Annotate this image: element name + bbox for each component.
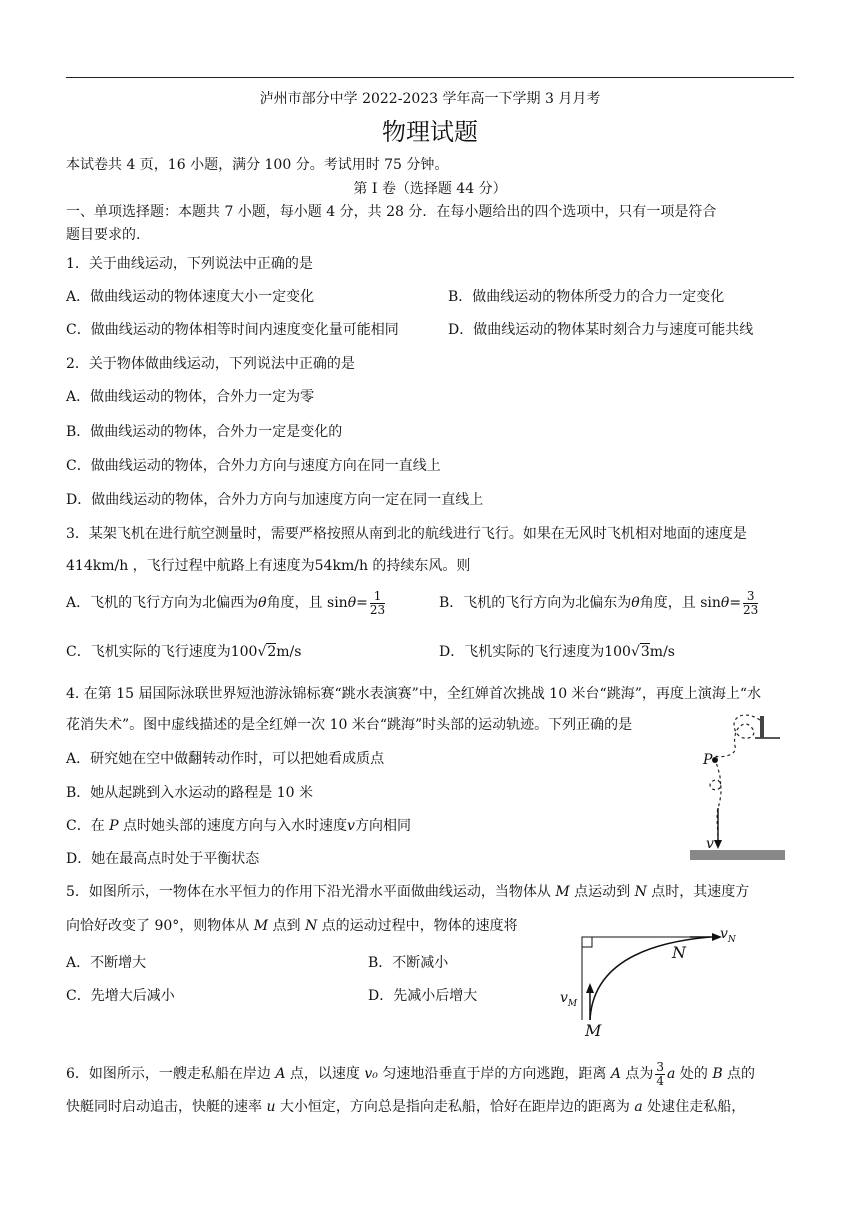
q5-text: 点运动到	[569, 884, 635, 900]
speed-u: u	[266, 1099, 276, 1115]
q3-option-c-text: C．飞机实际的飞行速度为100	[66, 644, 258, 660]
curved-motion-figure	[567, 925, 745, 1030]
fraction	[655, 1061, 665, 1087]
point-p: P	[109, 818, 119, 834]
theta-symbol: θ	[347, 595, 357, 612]
part-heading: 第 I 卷（选择题 44 分）	[353, 181, 507, 197]
q4-stem-line2: 花消失术”。图中虚线描述的是全红婵一次 10 米台“跳海”时头部的运动轨迹。下列正确的是	[66, 717, 633, 733]
equals-sign: =	[356, 595, 368, 612]
figure-label-v: v	[706, 836, 714, 852]
fraction-denominator: 4	[656, 1073, 665, 1088]
section-instruction-line2: 题目要求的.	[66, 227, 141, 243]
sqrt-radicand: 2	[267, 644, 277, 660]
fraction-numerator: 3	[743, 590, 758, 604]
q4-option-c	[66, 818, 411, 835]
q6-stem-line2	[66, 1099, 745, 1116]
q5-text: 点到	[268, 918, 305, 934]
point-n: N	[304, 918, 318, 934]
q4-option-d: D．她在最高点时处于平衡状态	[66, 851, 260, 867]
q6-stem-line1	[66, 1061, 755, 1087]
q5-option-b: B．不断减小	[368, 955, 449, 971]
q3-option-a-text: A．飞机的飞行方向为北偏西为	[66, 595, 259, 612]
q6-text: 点的	[722, 1066, 756, 1083]
q5-text: 向恰好改变了 90°，则物体从	[66, 918, 254, 934]
q4-option-c-text: C．在	[66, 818, 110, 834]
distance-a: a	[667, 1066, 676, 1083]
q6-text: 点，以速度	[285, 1066, 365, 1083]
q5-option-a: A．不断增大	[66, 955, 147, 971]
q3-option-a-text2: 角度，且	[266, 595, 323, 612]
q5-text: 点时，其速度方	[646, 884, 750, 900]
q4-option-c-text3: 方向相同	[354, 818, 411, 834]
q5-text: 点的运动过程中，物体的速度将	[317, 918, 518, 934]
q1-stem: 1．关于曲线运动，下列说法中正确的是	[66, 256, 313, 272]
q3-option-d: D．飞机实际的飞行速度为100√3m/s	[439, 644, 675, 660]
fraction	[743, 590, 758, 616]
sqrt-radicand: 3	[640, 644, 650, 660]
point-b: B	[712, 1066, 723, 1083]
sin-label: sin	[700, 595, 721, 612]
point-a: A	[275, 1066, 286, 1083]
q5-text: 5．如图所示，一物体在水平恒力的作用下沿光滑水平面做曲线运动，当物体从	[66, 884, 556, 900]
q3-option-a	[66, 590, 387, 616]
q5-stem-line2	[66, 918, 518, 935]
point-a: A	[610, 1066, 621, 1083]
q6-text: 大小恒定，方向总是指向走私船，恰好在距岸边的距离为	[275, 1099, 635, 1115]
subscript: N	[727, 934, 736, 945]
q1-option-a: A．做曲线运动的物体速度大小一定变化	[66, 289, 315, 305]
q3-option-d-text: D．飞机实际的飞行速度为100	[439, 644, 631, 660]
q1-option-b: B．做曲线运动的物体所受力的合力一定变化	[448, 289, 725, 305]
fraction-numerator: 1	[370, 590, 385, 604]
theta-symbol: θ	[258, 595, 267, 612]
q2-stem: 2．关于物体做曲线运动，下列说法中正确的是	[66, 356, 355, 372]
section-instruction-line1: 一、单项选择题：本题共 7 小题，每小题 4 分，共 28 分．在每小题给出的四个选项中，只有一项是符合	[66, 204, 717, 220]
header-rule	[66, 77, 794, 78]
exam-intro: 本试卷共 4 页，16 小题，满分 100 分。考试用时 75 分钟。	[66, 157, 449, 173]
velocity-symbol: v	[347, 818, 355, 834]
q3-option-b-text: B．飞机的飞行方向为北偏东为	[439, 595, 632, 612]
q6-text: 处的	[675, 1066, 713, 1083]
unit: m/s	[649, 644, 675, 660]
sin-label: sin	[327, 595, 348, 612]
q3-option-b	[439, 590, 760, 616]
figure-label-m: M	[585, 1021, 602, 1040]
q5-stem-line1	[66, 884, 749, 901]
q2-option-c: C．做曲线运动的物体，合外力方向与速度方向在同一直线上	[66, 458, 441, 474]
q4-option-a: A．研究她在空中做翻转动作时，可以把她看成质点	[66, 751, 385, 767]
q1-option-d: D．做曲线运动的物体某时刻合力与速度可能共线	[448, 322, 754, 338]
velocity-symbol: v	[560, 990, 568, 1006]
q6-text: 6．如图所示，一艘走私船在岸边	[66, 1066, 276, 1083]
equals-sign: =	[729, 595, 742, 612]
exam-title: 物理试题	[382, 118, 478, 146]
q6-text: 快艇同时启动追击，快艇的速率	[66, 1099, 267, 1115]
q2-option-a: A．做曲线运动的物体，合外力一定为零	[66, 389, 315, 405]
q3-option-b-text2: 角度，且	[639, 595, 696, 612]
q2-option-d: D．做曲线运动的物体，合外力方向与加速度方向一定在同一直线上	[66, 492, 484, 508]
figure-label-p: P	[703, 752, 713, 768]
q3-stem-line2: 414km/h ，飞行过程中航路上有速度为54km/h 的持续东风。则	[66, 558, 471, 574]
q5-option-c: C．先增大后减小	[66, 988, 175, 1004]
q6-text: 处逮住走私船，	[642, 1099, 746, 1115]
theta-symbol: θ	[631, 595, 640, 612]
fraction-denominator: 23	[369, 602, 386, 617]
subscript: M	[567, 998, 578, 1009]
q6-text: 匀速地沿垂直于岸的方向逃跑，距离	[377, 1066, 611, 1083]
q3-stem-line1: 3．某架飞机在进行航空测量时，需要严格按照从南到北的航线进行飞行。如果在无风时飞机相对地面的速度是	[66, 526, 747, 542]
figure-label-n: N	[672, 943, 686, 962]
velocity-v0: v₀	[364, 1066, 378, 1083]
q2-option-b: B．做曲线运动的物体，合外力一定是变化的	[66, 424, 343, 440]
q4-option-c-text2: 点时她头部的速度方向与入水时速度	[118, 818, 348, 834]
point-m: M	[555, 884, 570, 900]
fraction-denominator: 23	[743, 602, 759, 617]
q1-option-c: C．做曲线运动的物体相等时间内速度变化量可能相同	[66, 322, 399, 338]
fraction-numerator: 3	[656, 1060, 665, 1074]
q6-text: 点为	[620, 1066, 654, 1083]
q4-option-b: B．她从起跳到入水运动的路程是 10 米	[66, 785, 314, 801]
q4-stem-line1: 4. 在第 15 届国际泳联世界短池游泳锦标赛“跳水表演赛”中，全红婵首次挑战 10 米台“跳海”，再度上演海上“水	[66, 686, 762, 702]
q5-option-d: D．先减小后增大	[368, 988, 478, 1004]
exam-subtitle: 泸州市部分中学 2022-2023 学年高一下学期 3 月月考	[259, 91, 601, 107]
q3-option-c: C．飞机实际的飞行速度为100√2m/s	[66, 644, 302, 660]
point-n: N	[634, 884, 647, 900]
unit: m/s	[276, 644, 302, 660]
figure-label-vn	[720, 926, 736, 946]
distance-a: a	[634, 1099, 643, 1115]
velocity-symbol: v	[720, 926, 728, 942]
diving-trajectory-figure	[690, 708, 790, 868]
point-m: M	[253, 918, 269, 934]
theta-symbol: θ	[720, 595, 730, 612]
figure-label-vm	[560, 990, 577, 1010]
fraction	[370, 590, 385, 616]
